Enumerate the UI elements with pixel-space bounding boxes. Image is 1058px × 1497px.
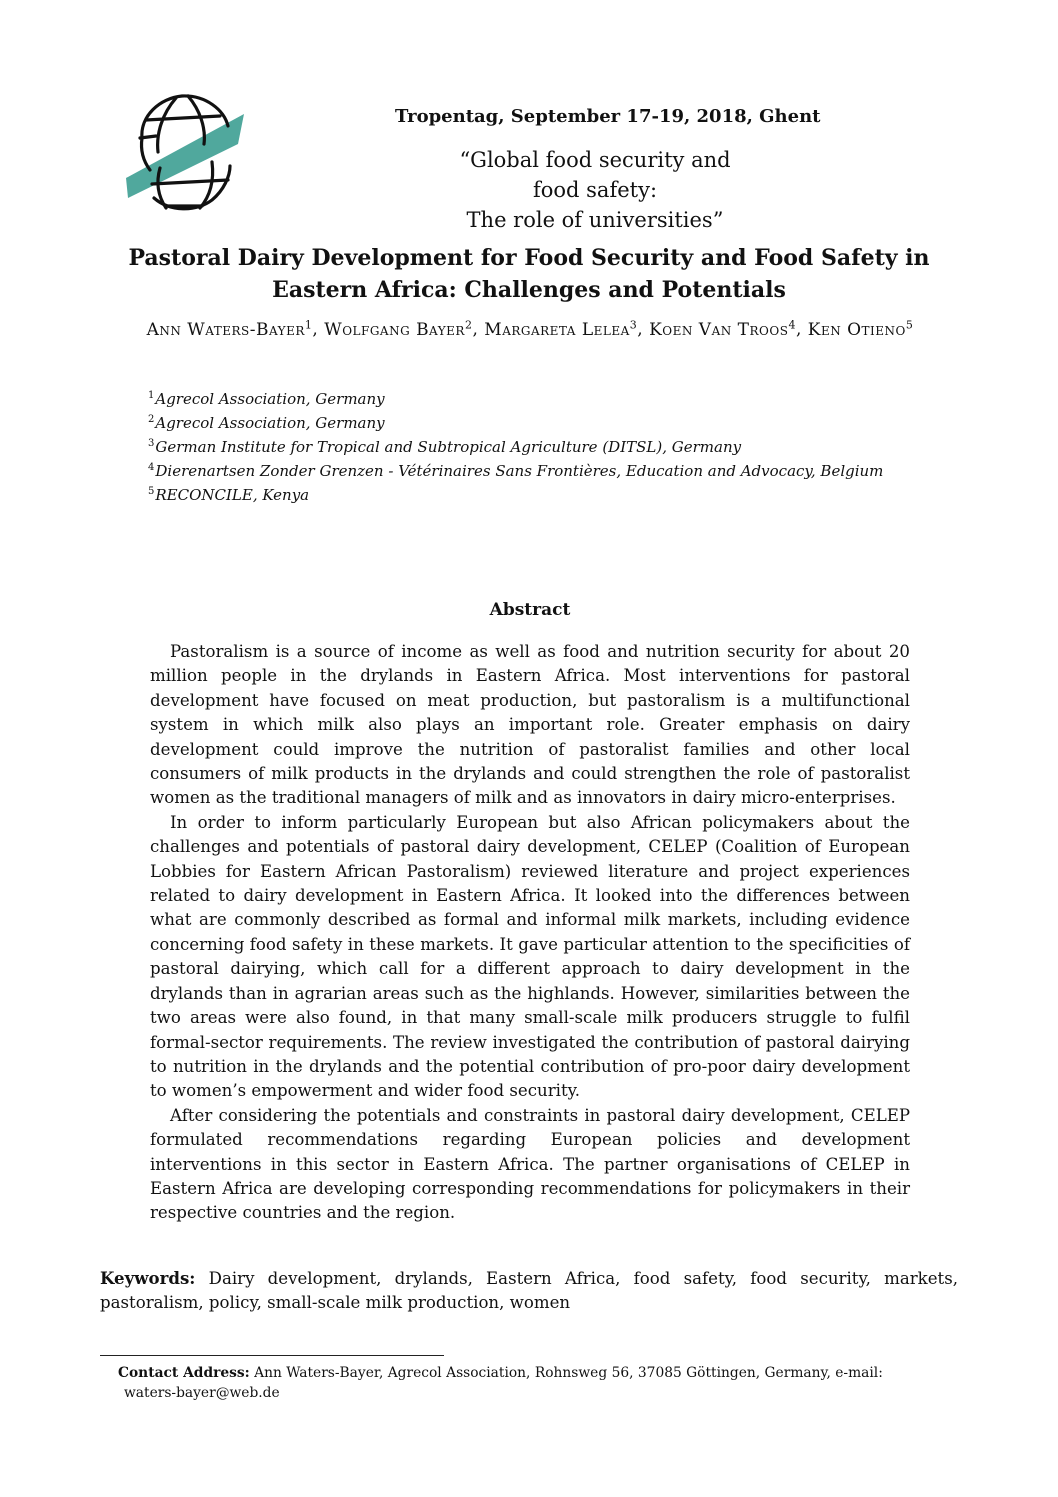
affiliation (148, 456, 883, 480)
author-affiliation-number: 3 (629, 318, 638, 331)
affiliation-text: RECONCILE, Kenya (155, 486, 310, 504)
keywords (100, 1266, 958, 1316)
conference-theme (450, 145, 740, 235)
affiliation-number: 5 (148, 486, 155, 497)
author-name: Wolfgang Bayer (324, 319, 465, 340)
affiliation-number: 1 (148, 390, 155, 401)
author-affiliation-number: 1 (304, 318, 313, 331)
author-affiliation-number: 4 (788, 318, 796, 331)
author-list: Ann Waters-Bayer$^1$, Wolfgang Bayer$^2$, Margareta Lelea$^3$, Koen Van Troos$^4$, Ken Otieno$^5$ (146, 318, 914, 340)
author-name: Margareta Lelea (484, 319, 630, 340)
paper-title: Pastoral Dairy Development for Food Security and Food Safety in Eastern Africa: Challenges and Potentials (128, 245, 930, 303)
affiliation-number: 3 (148, 438, 155, 449)
conference-theme-line: The role of universities” (466, 208, 724, 232)
author-name: Koen Van Troos (649, 319, 789, 340)
contact-text: Ann Waters-Bayer, Agrecol Association, Rohnsweg 56, 37085 Göttingen, Germany, e-mail: (254, 1365, 883, 1381)
affiliation (148, 408, 883, 432)
keywords-text: Dairy development, drylands, Eastern Africa, food safety, food security, markets, pastoralism, policy, small-scale milk production, women (100, 1269, 959, 1313)
author (808, 320, 914, 340)
conference-theme-line: “Global food security and food safety: (459, 148, 731, 202)
abstract-paragraph: In order to inform particularly European but also African policymakers about the challenges and potentials of pastoral dairy development, CELEP (Coalition of European Lobbies for Eastern African Pastoralism) reviewed literature and project experiences related to dairy development in Eastern Africa. It looked into the differences between what are commonly described as formal and informal milk markets, including evidence concerning food safety in these markets. It gave particular attention to the specificities of pastoral dairying, which call for a different approach to dairy development in the drylands than in agrarian areas such as the highlands. However, similarities between the two areas were also found, in that many small-scale milk producers struggle to fulfil formal-sector requirements. The review investigated the contribution of pastoral dairying to nutrition in the drylands and the potential contribution of pro-poor dairy development to women’s empowerment and wider food security. (150, 812, 910, 1101)
affiliation (148, 432, 883, 456)
author (649, 320, 796, 340)
contact-email: waters-bayer@web.de (124, 1385, 280, 1401)
affiliation (148, 480, 883, 504)
conference-title: Tropentag, September 17-19, 2018, Ghent (395, 106, 821, 127)
contact-line (100, 1363, 958, 1383)
author (484, 320, 637, 340)
abstract-heading: Abstract (489, 600, 571, 620)
abstract-paragraph: Pastoralism is a source of income as well as food and nutrition security for about 20 million people in the drylands in Eastern Africa. Most interventions for pastoral development have focused on meat production, but pastoralism is a multifunctional system in which milk also plays an important role. Greater emphasis on dairy development could improve the nutrition of pastoralist families and other local consumers of milk products in the drylands and could strengthen the role of pastoralist women as the traditional managers of milk and as innovators in dairy micro-enterprises. (150, 642, 910, 808)
affiliation-text: German Institute for Tropical and Subtropical Agriculture (DITSL), Germany (155, 438, 742, 456)
affiliation-text: Dierenartsen Zonder Grenzen - Vétérinaires Sans Frontières, Education and Advocacy, Belgium (155, 462, 884, 480)
author-name: Ken Otieno (807, 319, 906, 340)
contact-address (100, 1363, 958, 1403)
author-name: Ann Waters-Bayer (146, 319, 305, 340)
abstract-paragraph: After considering the potentials and constraints in pastoral dairy development, CELEP formulated recommendations regarding European policies and development interventions in this sector in Eastern Africa. The partner organisations of CELEP in Eastern Africa are developing corresponding recommendations for policymakers in their respective countries and the region. (150, 1105, 910, 1223)
globe-with-teal-stroke-icon (116, 86, 246, 216)
footnote-divider (100, 1355, 444, 1356)
author-affiliation-number: 2 (464, 318, 473, 331)
contact-label: Contact Address: (118, 1365, 250, 1381)
affiliation-text: Agrecol Association, Germany (155, 390, 385, 408)
affiliation (148, 384, 883, 408)
abstract-body (150, 640, 910, 1226)
author (147, 320, 313, 340)
author (324, 320, 472, 340)
keywords-label: Keywords: (100, 1268, 196, 1288)
author-affiliation-number: 5 (905, 318, 914, 331)
affiliation-number: 2 (148, 414, 155, 425)
affiliation-text: Agrecol Association, Germany (155, 414, 385, 432)
affiliation-number: 4 (148, 462, 155, 473)
affiliation-list (148, 384, 883, 504)
